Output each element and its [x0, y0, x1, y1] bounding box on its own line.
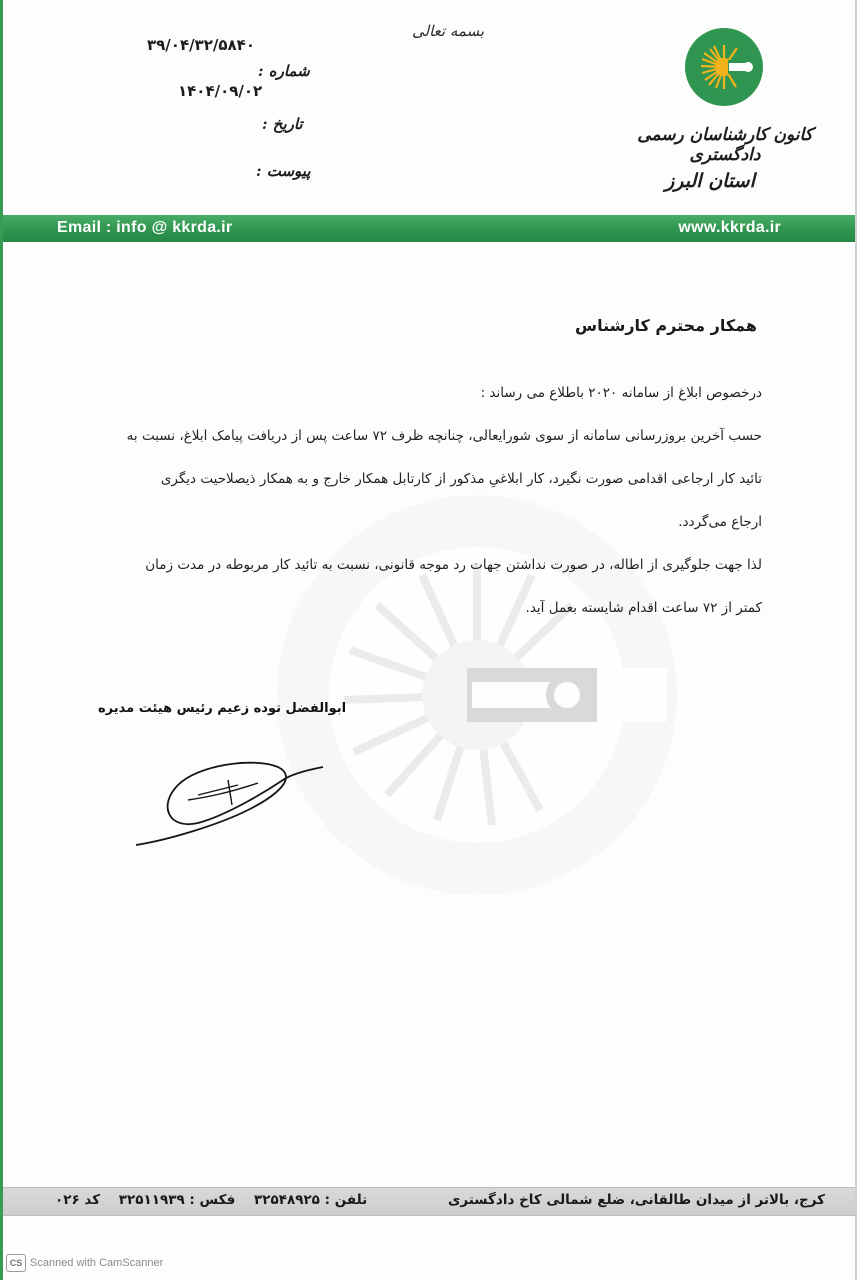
- handwritten-signature: [128, 755, 328, 855]
- website-address: www.kkrda.ir: [678, 219, 781, 236]
- camscanner-badge-icon: CS: [6, 1254, 26, 1272]
- letter-line: لذا جهت جلوگیری از اطاله، در صورت نداشتن جهات رد موجه قانونی، نسبت به تائید کار مربوطه در مدت زمان: [145, 557, 762, 573]
- letter-line: کمتر از ۷۲ ساعت اقدام شایسته بعمل آید.: [525, 600, 762, 616]
- letter-line: تائید کار ارجاعی اقدامی صورت نگیرد، کار ابلاغیِ مذکور از کارتابل همکار خارج و به همکار ذیصلاحیت دیگری: [160, 471, 762, 487]
- letter-number-value: ۳۹/۰۴/۳۲/۵۸۴۰: [147, 36, 255, 54]
- attachment-label: پیوست :: [256, 162, 311, 180]
- scanner-text: Scanned with CamScanner: [30, 1257, 164, 1269]
- footer-fax: فکس : ۳۲۵۱۱۹۳۹: [118, 1192, 236, 1208]
- contact-band: [3, 215, 855, 242]
- organization-province: استان البرز: [665, 170, 755, 192]
- footer-code: کد ۰۲۶: [55, 1192, 101, 1208]
- letter-line: ارجاع می‌گردد.: [678, 514, 762, 530]
- organization-name: کانون کارشناسان رسمی دادگستری: [637, 125, 813, 165]
- left-page-edge: [0, 0, 3, 1280]
- footer-phone: تلفن : ۳۲۵۴۸۹۲۵: [254, 1192, 368, 1208]
- salutation: همکار محترم کارشناس: [574, 316, 757, 335]
- basmala: بسمه تعالی: [412, 22, 485, 40]
- letter-date-value: ۱۴۰۴/۰۹/۰۲: [178, 82, 263, 100]
- footer-address: کرج، بالاتر از میدان طالقانی، ضلع شمالی کاخ دادگستری: [448, 1192, 825, 1208]
- number-label: شماره :: [258, 62, 310, 80]
- scanner-watermark: [6, 1254, 163, 1272]
- email-address: Email : info @ kkrda.ir: [57, 219, 233, 236]
- footer-band: [3, 1187, 855, 1216]
- signer-name: ابوالفضل توده زعیم رئیس هیئت مدیره: [98, 701, 347, 716]
- letter-line: حسب آخرین بروزرسانی سامانه از سوی شورایعالی، چنانچه ظرف ۷۲ ساعت پس از دریافت پیامک ابلاغ، نسبت به: [126, 428, 762, 444]
- date-label: تاریخ :: [262, 115, 303, 133]
- letter-line: درخصوص ابلاغ از سامانه ۲۰۲۰ باطلاع می رساند :: [480, 385, 762, 401]
- footer-contact: [41, 1192, 367, 1208]
- sun-emblem-icon: [684, 27, 764, 107]
